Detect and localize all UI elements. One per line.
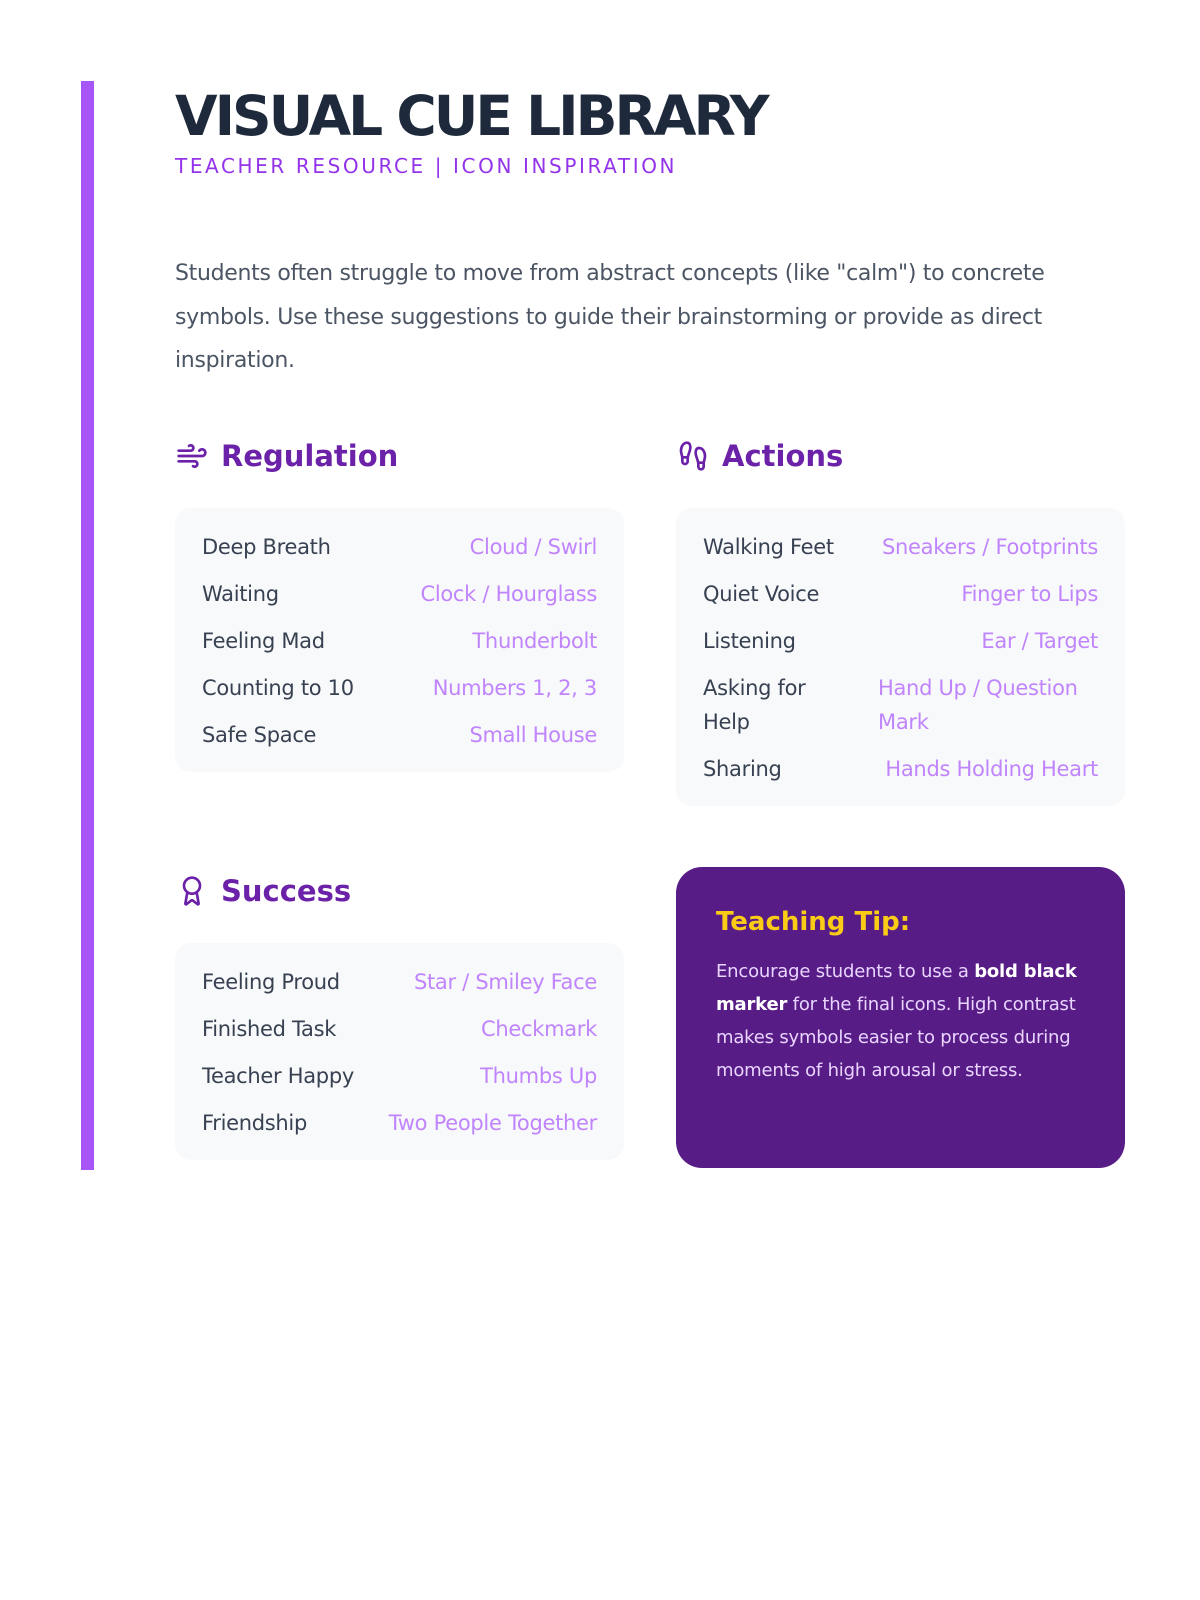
concept-label: Safe Space <box>202 723 317 747</box>
list-item <box>202 530 597 564</box>
list-item <box>202 1106 597 1140</box>
symbol-label: Small House <box>469 723 597 747</box>
concept-label: Feeling Proud <box>202 970 340 994</box>
concept-label: Deep Breath <box>202 535 331 559</box>
wind-icon <box>175 439 209 473</box>
cue-card <box>175 943 624 1160</box>
symbol-label: Numbers 1, 2, 3 <box>432 676 597 700</box>
symbol-label: Clock / Hourglass <box>420 582 597 606</box>
symbol-label: Star / Smiley Face <box>413 970 597 994</box>
symbol-label: Sneakers / Footprints <box>881 535 1098 559</box>
concept-label: Friendship <box>202 1111 307 1135</box>
footprints-icon <box>676 439 710 473</box>
teaching-tip-card <box>676 867 1125 1168</box>
tip-text: Encourage students to use a <box>716 961 975 982</box>
concept-label: Walking Feet <box>703 535 834 559</box>
accent-bar <box>81 81 94 1170</box>
symbol-label: Two People Together <box>388 1111 597 1135</box>
symbol-label: Hands Holding Heart <box>885 757 1098 781</box>
section-success <box>175 869 624 1160</box>
list-item <box>703 530 1098 564</box>
list-item <box>202 718 597 752</box>
list-item <box>703 577 1098 611</box>
concept-label: Sharing <box>703 757 782 781</box>
tip-text: for the final icons. High contrast makes symbols easier to process during moments of high arousal or stress. <box>716 994 1076 1081</box>
tip-title: Teaching Tip: <box>716 907 911 937</box>
page-title: VISUAL CUE LIBRARY <box>175 84 767 148</box>
intro-paragraph: Students often struggle to move from abstract concepts (like "calm") to concrete symbols. Use these suggestions to guide their brainstorming or provide as direct inspiration. <box>175 261 1045 373</box>
list-item <box>202 1059 597 1093</box>
section-header <box>175 869 624 913</box>
list-item <box>202 671 597 705</box>
tip-body <box>716 955 1085 1087</box>
symbol-label: Ear / Target <box>981 629 1098 653</box>
list-item <box>703 624 1098 658</box>
list-item <box>703 752 1098 786</box>
page-content <box>175 80 1128 405</box>
section-regulation <box>175 434 624 772</box>
award-icon <box>175 874 209 908</box>
tip-emphasis: bold black marker <box>716 961 1077 1015</box>
symbol-label: Thumbs Up <box>480 1064 597 1088</box>
concept-label: Waiting <box>202 582 279 606</box>
concept-label: Counting to 10 <box>202 676 354 700</box>
symbol-label: Thunderbolt <box>472 629 597 653</box>
list-item <box>202 1012 597 1046</box>
concept-label: Finished Task <box>202 1017 337 1041</box>
list-item <box>202 624 597 658</box>
section-title: Regulation <box>221 439 399 473</box>
cue-card <box>175 508 624 772</box>
cue-card <box>676 508 1125 806</box>
concept-label: Listening <box>703 629 796 653</box>
list-item <box>202 577 597 611</box>
symbol-label: Finger to Lips <box>961 582 1098 606</box>
concept-label: Feeling Mad <box>202 629 325 653</box>
symbol-label: Cloud / Swirl <box>469 535 597 559</box>
list-item <box>202 965 597 999</box>
section-title: Success <box>221 874 352 908</box>
symbol-label: Hand Up / Question Mark <box>878 676 1078 734</box>
concept-label: Quiet Voice <box>703 582 820 606</box>
section-actions <box>676 434 1125 806</box>
list-item <box>703 671 1098 739</box>
section-header <box>175 434 624 478</box>
page-subtitle: TEACHER RESOURCE | ICON INSPIRATION <box>175 154 678 178</box>
concept-label: Teacher Happy <box>202 1064 354 1088</box>
concept-label: Asking for Help <box>703 676 806 734</box>
section-header <box>676 434 1125 478</box>
symbol-label: Checkmark <box>480 1017 597 1041</box>
section-title: Actions <box>722 439 844 473</box>
